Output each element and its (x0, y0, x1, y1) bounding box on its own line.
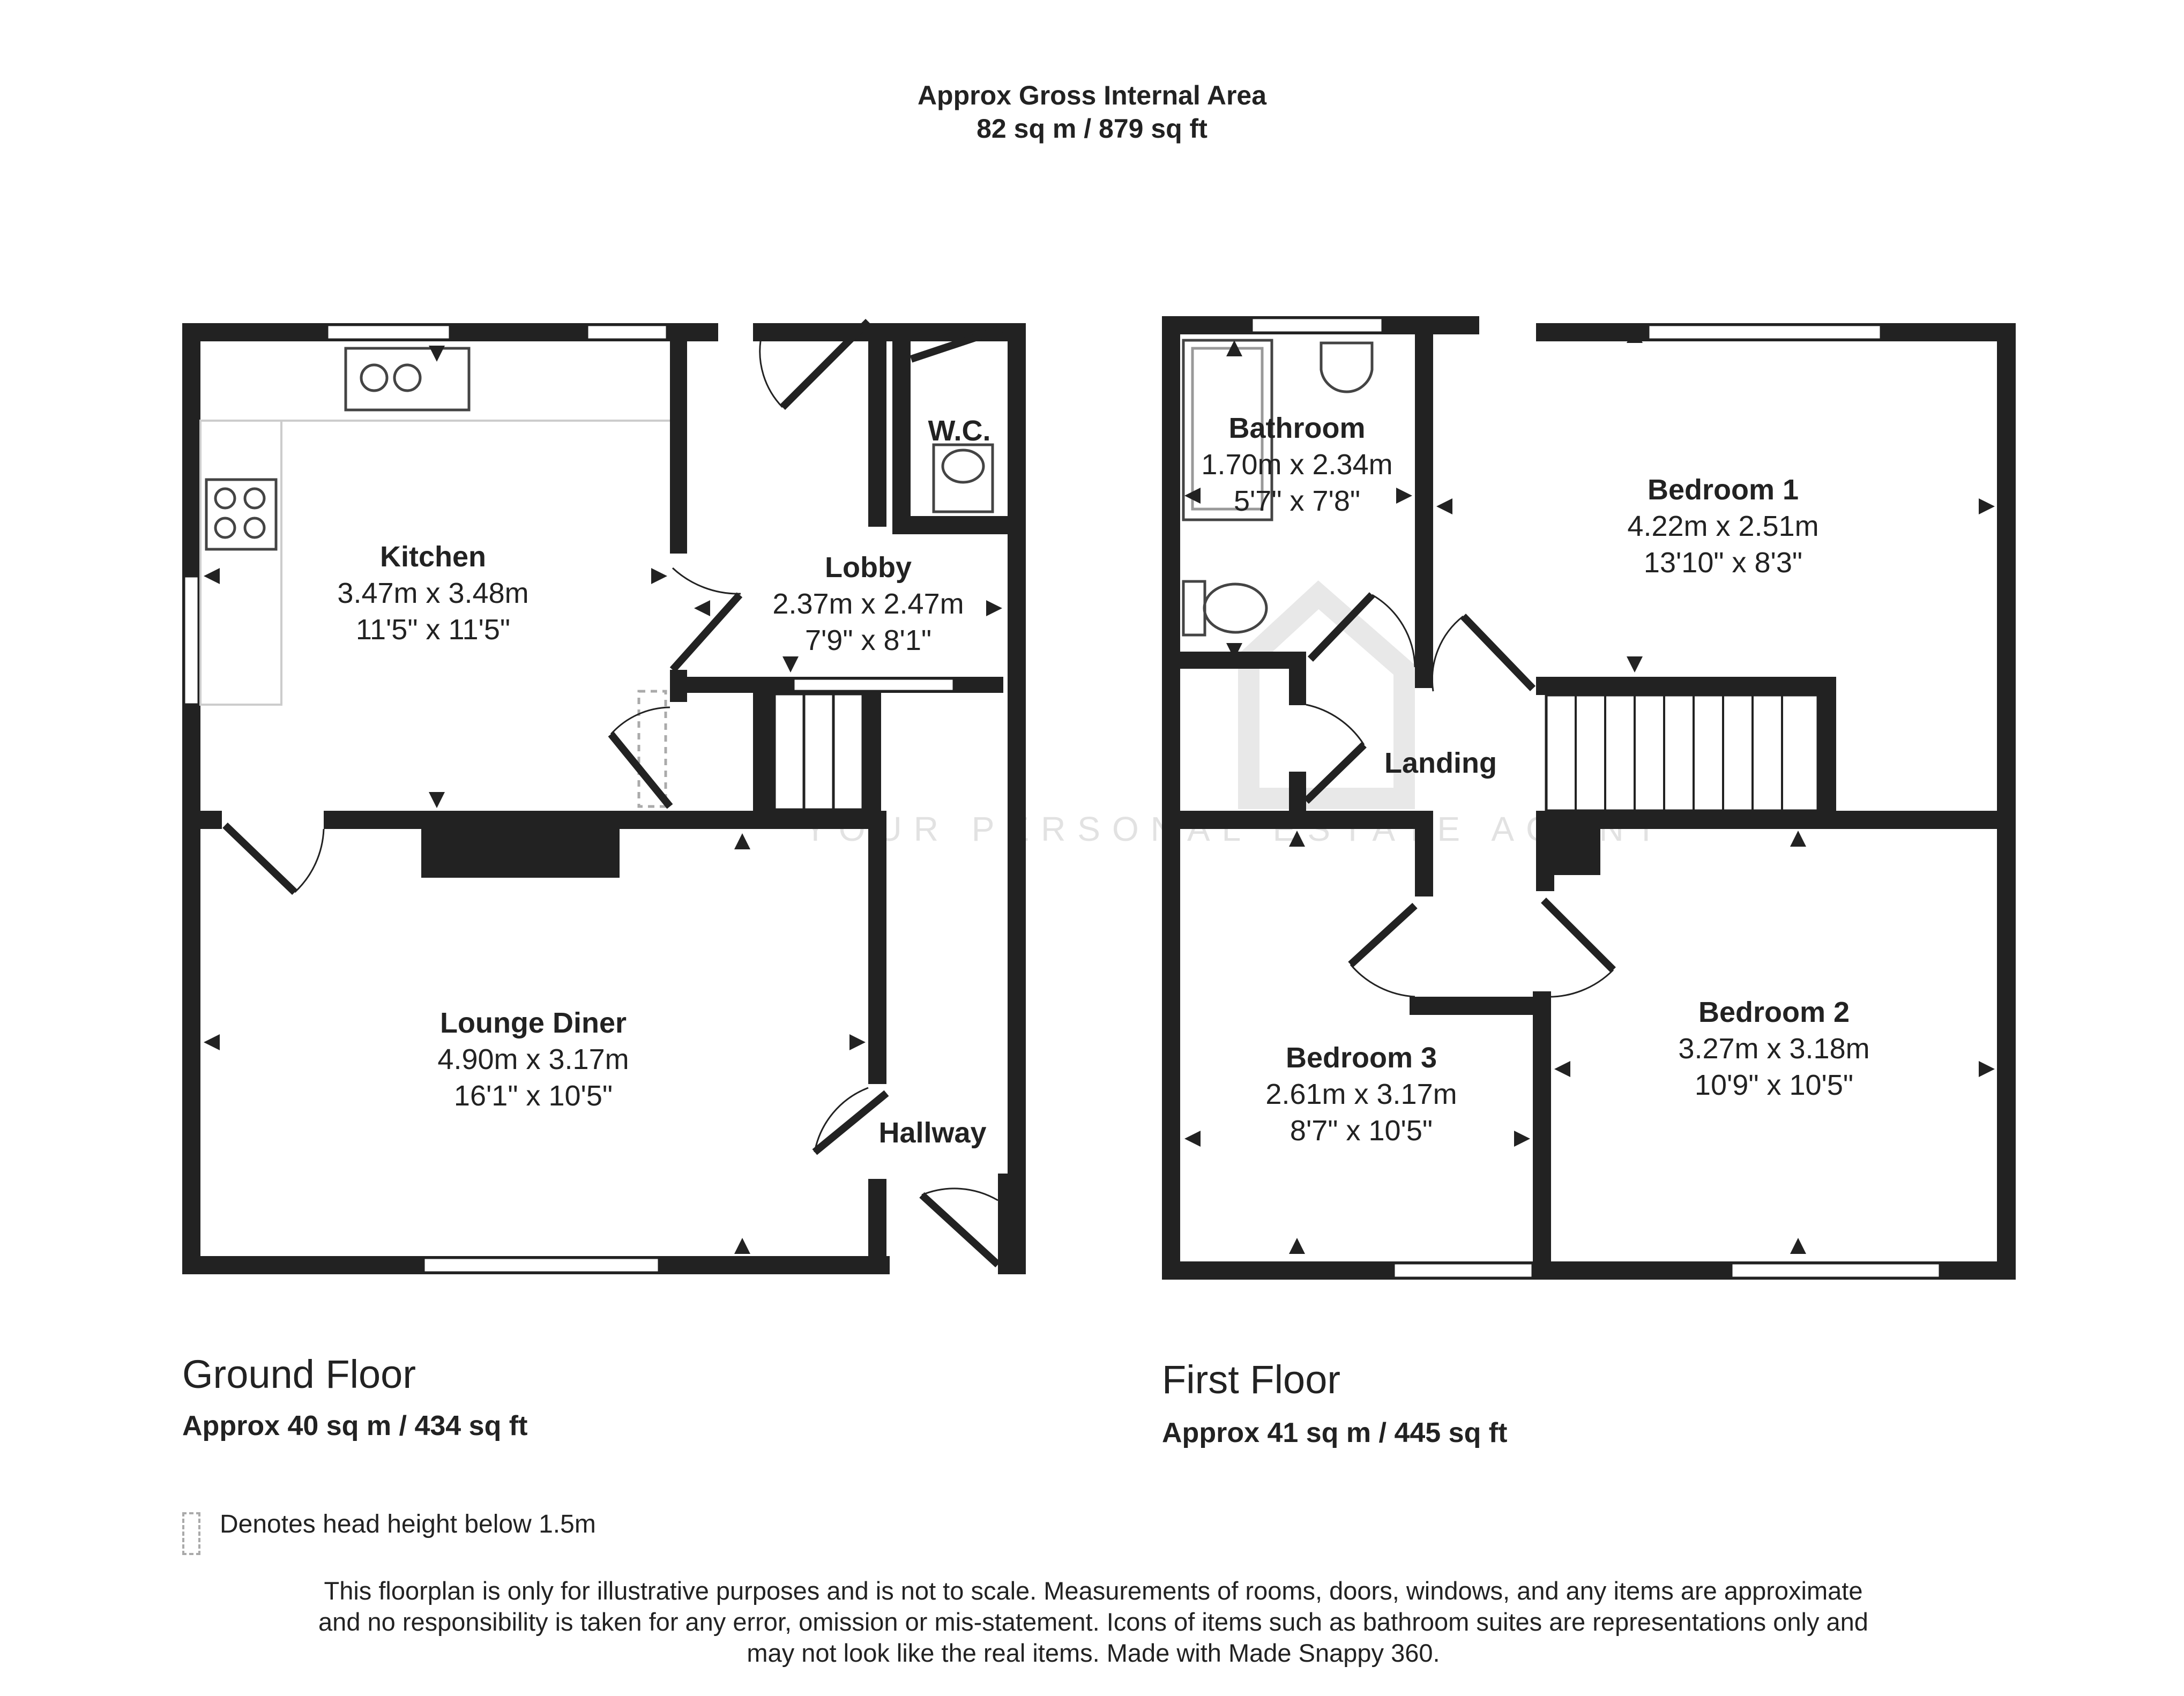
kitchen-worktop (200, 421, 281, 705)
room-imperial: 11'5" x 11'5" (355, 614, 511, 646)
room-name: Bathroom (1228, 412, 1366, 444)
first-floor-area: Approx 41 sq m / 445 sq ft (1162, 1417, 1508, 1448)
room-metric: 2.37m x 2.47m (772, 588, 964, 620)
room-metric: 3.27m x 3.18m (1678, 1033, 1870, 1065)
first-floor-title: First Floor (1162, 1357, 1340, 1402)
basin-icon (1321, 343, 1372, 392)
room-name: Bedroom 2 (1698, 996, 1850, 1028)
room-metric: 1.70m x 2.34m (1201, 449, 1393, 481)
room-label-bathroom (1201, 410, 1392, 519)
room-name: Landing (1384, 747, 1497, 779)
room-imperial: 7'9" x 8'1" (804, 624, 932, 656)
first-floor-doors (1306, 595, 1613, 970)
room-imperial: 5'7" x 7'8" (1233, 485, 1361, 517)
room-label-kitchen (337, 539, 528, 648)
room-name: Lobby (825, 551, 912, 584)
room-imperial: 16'1" x 10'5" (453, 1080, 613, 1112)
ground-floor-stairs (774, 694, 863, 810)
first-floor-stair-treads (1576, 695, 1782, 811)
disclaimer (161, 1575, 2026, 1669)
watermark-tagline: PERSONAL (971, 810, 1251, 848)
room-metric: 2.61m x 3.17m (1265, 1078, 1457, 1110)
disclaimer-line: and no responsibility is taken for any error, omission or mis-statement. Icons of items such as bathroom suites are representations only and (318, 1608, 1868, 1636)
room-label-bedroom-1 (1627, 472, 1818, 581)
watermark-logo (1249, 595, 1404, 798)
room-label-bedroom-2 (1678, 994, 1869, 1103)
room-imperial: 10'9" x 10'5" (1694, 1069, 1854, 1101)
room-label-lounge-diner (437, 1005, 629, 1114)
ground-floor-area: Approx 40 sq m / 434 sq ft (182, 1410, 528, 1441)
room-imperial: 8'7" x 10'5" (1289, 1115, 1433, 1147)
room-name: Kitchen (379, 541, 487, 573)
wc-toilet-icon (934, 445, 993, 512)
room-metric: 4.22m x 2.51m (1627, 510, 1819, 542)
room-imperial: 13'10" x 8'3" (1643, 547, 1803, 579)
first-floor-stairs (1546, 695, 1818, 811)
head-height-legend: Denotes head height below 1.5m (220, 1510, 596, 1538)
room-metric: 3.47m x 3.48m (337, 577, 529, 609)
room-name: Hallway (878, 1117, 987, 1149)
head-height-legend-icon (182, 1512, 200, 1555)
kitchen-sink-icon (346, 348, 469, 410)
disclaimer-line: This floorplan is only for illustrative purposes and is not to scale. Measurements of rooms, doors, windows, and any items are approximate (324, 1577, 1863, 1605)
hob-icon (206, 480, 276, 549)
header-area-title: Approx Gross Internal Area (917, 80, 1267, 110)
room-label-wc (928, 413, 991, 449)
toilet-icon (1183, 581, 1205, 635)
room-label-bedroom-3 (1265, 1040, 1457, 1149)
room-label-landing (1384, 745, 1497, 781)
disclaimer-line: may not look like the real items. Made with Made Snappy 360. (747, 1639, 1440, 1667)
room-name: W.C. (928, 415, 991, 447)
room-name: Bedroom 1 (1647, 474, 1799, 506)
header-area-total: 82 sq m / 879 sq ft (977, 114, 1207, 144)
room-label-hallway (878, 1115, 986, 1151)
dimension-arrows (204, 327, 1995, 1254)
room-metric: 4.90m x 3.17m (437, 1043, 629, 1075)
ground-floor-title: Ground Floor (182, 1352, 416, 1396)
room-name: Bedroom 3 (1285, 1042, 1437, 1074)
room-label-lobby (772, 549, 964, 659)
room-name: Lounge Diner (439, 1007, 627, 1039)
